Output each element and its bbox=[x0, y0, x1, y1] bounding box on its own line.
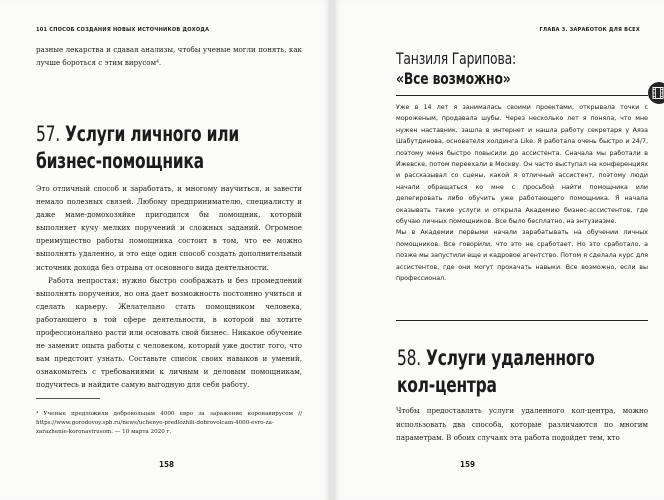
section-57-number: 57. bbox=[36, 122, 60, 146]
interview-body bbox=[396, 102, 648, 285]
footnote-rule bbox=[36, 398, 100, 399]
section-57-body bbox=[36, 182, 302, 392]
left-page-number: 158 bbox=[159, 460, 175, 469]
section-58-body bbox=[396, 404, 648, 445]
right-running-head: ГЛАВА 3. ЗАРАБОТОК ДЛЯ ВСЕХ bbox=[539, 27, 640, 33]
interview-title: «Все возможно» bbox=[396, 69, 511, 88]
section-57-title-line2: бизнес-помощника bbox=[36, 149, 204, 173]
interview-name: Танзиля Гарипова: bbox=[396, 49, 516, 68]
top-paragraph-text: разные лекарства и сдавая анализы, чтобы ученые могли понять, как лучше бороться с этим вирусом⁴. bbox=[36, 45, 302, 68]
right-page-number: 159 bbox=[460, 460, 476, 469]
interview-bottom-rule bbox=[396, 320, 648, 321]
section-58-title-line1: Услуги удаленного bbox=[426, 346, 595, 370]
film-strip-icon bbox=[648, 82, 664, 104]
interview-paragraph-2: Мы в Академии первыми начали зарабатывать на обучении личных помощников. Все говорили, что это не сработает. Но это сработало, а позже мы запустили еще и кадровое агентство. Потом я сделала курс для ассистентов, где они могут прокачать навыки. Все возможно, если вы профессионал. bbox=[396, 229, 648, 283]
section-57-paragraph-2: Работа непростая: нужно быстро соображать и без промедлений выполнять поручения, но она дает возможность постоянно учиться и сделать карьеру. Желательно стать помощником человека, работающего в той сфере деятельности, в которой вы хотите профессионально расти или основать свой бизнес. Никакое обучение не заменит опыта работы с человеком, который уже достиг того, что вам предстоит узнать. Составьте список своих навыков и умений, ознакомьтесь с требованиями к личным и деловым помощникам, подучитесь и найдите самую выгодную для себя работу. bbox=[36, 275, 302, 390]
section-58-number: 58. bbox=[397, 346, 421, 370]
footnote bbox=[36, 410, 302, 438]
left-top-paragraph bbox=[36, 43, 302, 69]
left-page bbox=[0, 0, 331, 500]
section-58-heading bbox=[397, 345, 595, 399]
section-57-paragraph-1: Это отличный способ и заработать, и многому научиться, и завести немало полезных связей. Любому предпринимателю, специалисту и даже маме-домохозяйке пригодился бы помощник, который выполняет кучу мелких поручений и сложных заданий. Огромное преимущество работы помощника состоит в том, что ее можно выполнять удаленно, и это еще один способ создать дополнительный источник дохода без отрыва от основного вида деятельности. bbox=[36, 184, 302, 272]
section-57-heading bbox=[36, 121, 239, 175]
footnote-text: ⁴ Ученые предложили добровольцам 4000 евро за заражение коронавирусом // https://www.gorodovoy.spb.ru/news/uchenye-predlozhili-dobrovolcam-4000-evro-za-zarazhenie-koronavirusom. — 10 марта 2020 г. bbox=[36, 411, 302, 436]
section-58-paragraph: Чтобы предоставлять услуги удаленного кол-центра, можно использовать два способа, которые различаются по многим параметрам. В обоих случаях эта работа подойдет тем, кто bbox=[396, 406, 648, 443]
left-running-head: 101 СПОСОБ СОЗДАНИЯ НОВЫХ ИСТОЧНИКОВ ДОХОДА bbox=[36, 27, 210, 33]
interview-paragraph-1: Уже в 14 лет я занималась своими проектами, открывала точки с мороженым, продавала шубы. Через несколько лет я поняла, что мне нужен наставник, зашла в интернет и нашла работу секретаря у Аяза Шабутдинова, основателя холдинга Like. Я работала очень быстро и 24/7, поэтому меня быстро повысили до ассистента. Сначала мы работали в Ижевске, потом переехали в Москву. Он часто выступал на конференциях и рассказывал со сцены, какой я отличный ассистент, поэтому люди начали обращаться ко мне с просьбой найти помощника или делегировать либо обучить уже работающего помощника. Я начала оказывать такие услуги и открыла Академию бизнес-ассистентов, где обучаю личных помощников. Все было бесплатно, на энтузиазме. bbox=[396, 104, 648, 226]
section-58-title-line2: кол-центра bbox=[397, 373, 497, 397]
interview-top-rule bbox=[396, 95, 648, 96]
section-57-title-line1: Услуги личного или bbox=[65, 122, 239, 146]
